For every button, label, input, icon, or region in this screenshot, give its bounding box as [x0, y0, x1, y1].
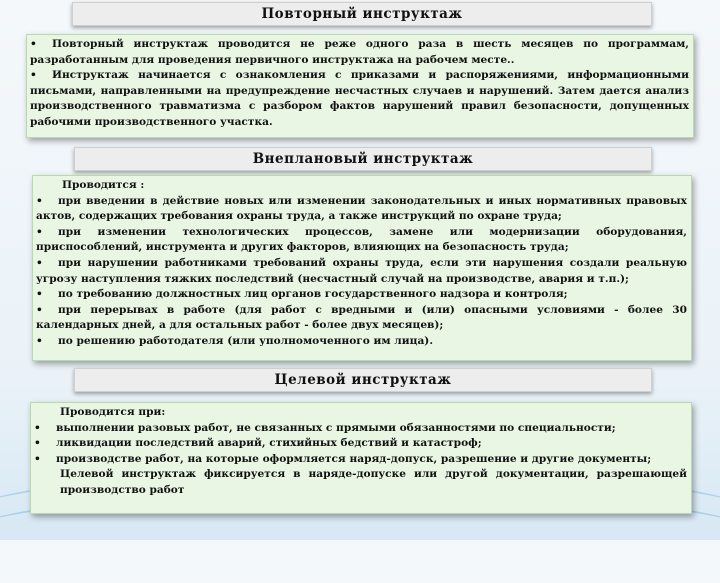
- panel-repeated: [26, 34, 694, 138]
- list-item: • ликвидации последствий аварий, стихийных бедствий и катастроф;: [34, 437, 482, 450]
- panel-unscheduled: [32, 175, 692, 361]
- paragraph: • Повторный инструктаж проводится не реже одного раза в шесть месяцев по программам, разработанным для проведения первичного инструктажа на рабочем месте..: [30, 38, 689, 66]
- list-item: • при изменении технологических процессов, замене или модернизации оборудования, приспособлений, инструмента и других факторов, влияющих на безопасность труда;: [36, 225, 687, 254]
- list-item: • производстве работ, на которые оформляется наряд-допуск, разрешение и другие документы;: [34, 452, 652, 465]
- intro-text: Проводится при:: [60, 406, 166, 418]
- section-title-repeated: Повторный инструктаж: [72, 2, 652, 26]
- panel-targeted: [30, 402, 692, 514]
- list-item: • выполнении разовых работ, не связанных с прямыми обязанностями по специальности;: [34, 421, 616, 434]
- list-item: • по требованию должностных лиц органов государственного надзора и контроля;: [36, 288, 568, 301]
- list-item: • при перерывах в работе (для работ с вредными и (или) опасными условиями - более 30 календарных дней, а для остальных работ - более двух месяцев);: [36, 303, 687, 332]
- list-item: • по решению работодателя (или уполномоченного им лица).: [36, 334, 434, 347]
- section-title-unscheduled: Внеплановый инструктаж: [74, 147, 652, 171]
- list-item: • при введении в действие новых или изменении законодательных и иных нормативных правовых актов, содержащих требования охраны труда, а также инструкций по охране труда;: [36, 194, 687, 223]
- list-item: • при нарушении работниками требований охраны труда, если эти нарушения создали реальную угрозу наступления тяжких последствий (несчастный случай на производстве, авария и т.п.);: [36, 256, 687, 285]
- closing-text: Целевой инструктаж фиксируется в наряде-допуске или другой документации, разрешающей производство работ: [60, 468, 687, 496]
- intro-text: Проводится :: [62, 179, 145, 191]
- section-title-targeted: Целевой инструктаж: [74, 368, 652, 392]
- paragraph: • Инструктаж начинается с ознакомления с приказами и распоряжениями, информационными письмами, направленными на предупреждение несчастных случаев и нарушений. Затем дается анализ производственного травматизма с разбором фактов нарушений правил безопасности, допущенных рабочими производственного участка.: [30, 69, 689, 128]
